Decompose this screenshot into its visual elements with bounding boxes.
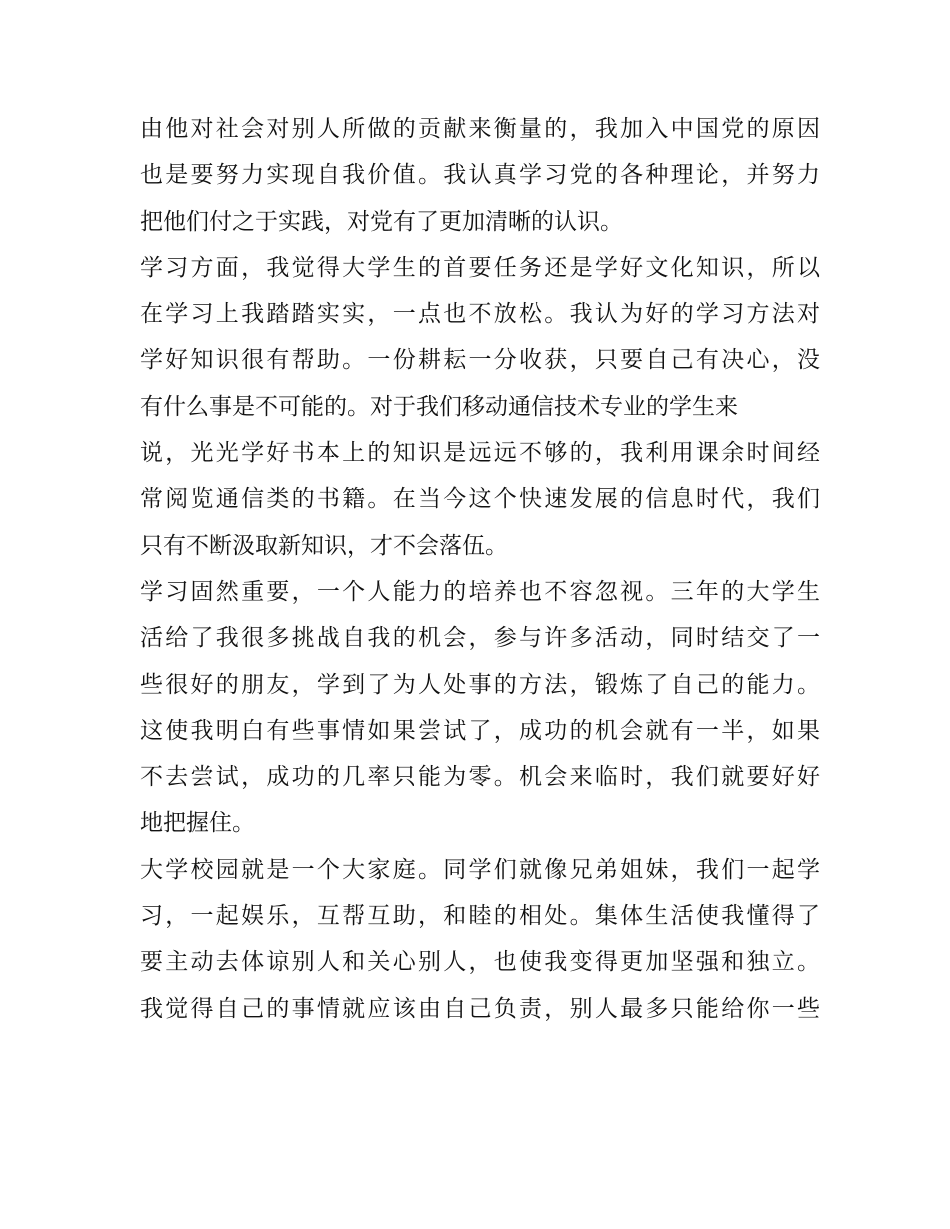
text-line: 在学习上我踏踏实实，一点也不放松。我认为好的学习方法对 <box>140 301 820 328</box>
text-line: 我觉得自己的事情就应该由自己负责，别人最多只能给你一些 <box>140 995 820 1022</box>
text-line: 也是要努力实现自我价值。我认真学习党的各种理论，并努力 <box>140 162 820 189</box>
text-line: 这使我明白有些事情如果尝试了，成功的机会就有一半，如果 <box>140 717 820 744</box>
text-line: 不去尝试，成功的几率只能为零。机会来临时，我们就要好好 <box>140 764 820 791</box>
text-line: 地把握住。 <box>140 810 255 837</box>
text-line: 只有不断汲取新知识，才不会落伍。 <box>140 532 508 559</box>
text-line: 学好知识很有帮助。一份耕耘一分收获，只要自己有决心，没 <box>140 347 820 374</box>
text-line: 活给了我很多挑战自我的机会，参与许多活动，同时结交了一 <box>140 625 820 652</box>
document-body <box>140 106 820 1032</box>
text-line: 由他对社会对别人所做的贡献来衡量的，我加入中国党的原因 <box>140 116 820 142</box>
text-line: 有什么事是不可能的。对于我们移动通信技术专业的学生来 <box>140 393 738 420</box>
text-line: 学习方面，我觉得大学生的首要任务还是学好文化知识，所以 <box>140 254 820 281</box>
text-line: 学习固然重要，一个人能力的培养也不容忽视。三年的大学生 <box>140 578 820 605</box>
text-line: 说，光光学好书本上的知识是远远不够的，我利用课余时间经 <box>140 440 820 467</box>
text-line: 常阅览通信类的书籍。在当今这个快速发展的信息时代，我们 <box>140 486 820 513</box>
text-line: 把他们付之于实践，对党有了更加清晰的认识。 <box>140 208 623 235</box>
text-line: 些很好的朋友，学到了为人处事的方法，锻炼了自己的能力。 <box>140 671 820 698</box>
text-line: 大学校园就是一个大家庭。同学们就像兄弟姐妹，我们一起学 <box>140 856 820 883</box>
text-line: 习，一起娱乐，互帮互助，和睦的相处。集体生活使我懂得了 <box>140 903 820 930</box>
text-line: 要主动去体谅别人和关心别人，也使我变得更加坚强和独立。 <box>140 949 820 976</box>
